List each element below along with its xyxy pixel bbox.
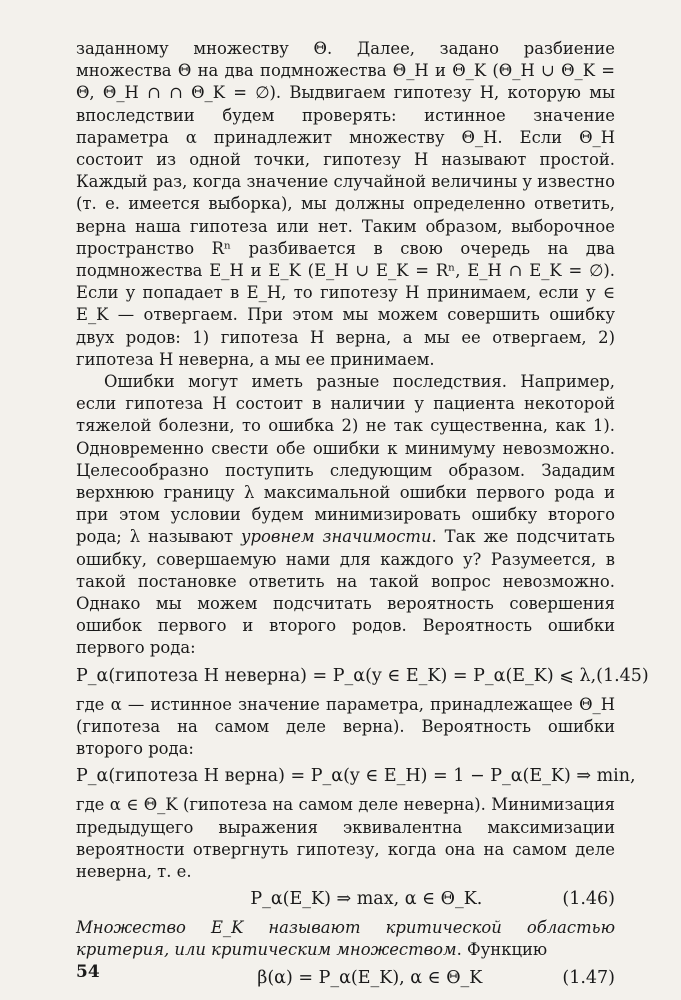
equation-1-45: [76, 664, 649, 688]
page-number: 54: [76, 962, 100, 982]
term-significance-level: уровнем значимости: [241, 527, 432, 547]
equation-1-47: [76, 966, 615, 990]
equation-min: [76, 764, 636, 788]
paragraph-2-text-b: . Так же подсчитать ошибку, совершаемую нами для каждого y? Разумеется, в такой постановке ответить на такой вопрос невозможно. Однако мы можем подсчитать вероятность совершения ошибок первого и второго родов. Вероятность ошибки первого рода:: [76, 527, 615, 658]
equation-1-46: [76, 887, 615, 911]
paragraph-5-text-a: Множество E_K называют: [76, 918, 386, 938]
term-critical-region: критической областью критерия, или критическим множеством: [76, 918, 615, 960]
equation-1-45-body: P_α(гипотеза H неверна) = P_α(y ∈ E_K) = P_α(E_K) ⩽ λ,: [76, 665, 597, 686]
equation-1-45-number: (1.45): [596, 665, 649, 686]
paragraph-4: где α ∈ Θ_K (гипотеза на самом деле неверна). Минимизация предыдущего выражения эквивалентна максимизации вероятности отвергнуть гипотезу, когда она на самом деле неверна, т. е.: [76, 795, 615, 881]
equation-1-47-body: β(α) = P_α(E_K), α ∈ Θ_K: [257, 967, 483, 988]
paragraph-3: где α — истинное значение параметра, принадлежащее Θ_H (гипотеза на самом деле верна). Вероятность ошибки второго рода:: [76, 694, 615, 759]
paragraph-2-text-a: Ошибки могут иметь разные последствия. Например, если гипотеза H состоит в наличии у пациента некоторой тяжелой болезни, то ошибка 2) не так существенна, как 1). Одновременно свести обе ошибки к минимуму невозможно. Целесообразно поступить следующим образом. Зададим верхнюю границу λ максимальной ошибки первого рода и при этом условии будем минимизировать ошибку второго рода; λ называют: [76, 372, 615, 547]
equation-1-47-number: (1.47): [562, 967, 615, 988]
equation-1-46-number: (1.46): [562, 889, 615, 910]
paragraph-1: заданному множеству Θ. Далее, задано разбиение множества Θ на два подмножества Θ_H и Θ_K (Θ_H ∪ Θ_K = Θ, Θ_H ∩ ∩ Θ_K = ∅). Выдвигаем гипотезу H, которую мы впоследствии будем проверять: истинное значение параметра α принадлежит множеству Θ_H. Если Θ_H состоит из одной точки, гипотезу H называют простой. Каждый раз, когда значение случайной величины y известно (т. е. имеется выборка), мы должны определенно ответить, верна наша гипотеза или нет. Таким образом, выборочное пространство Rⁿ разбивается в свою очередь на два подмножества E_H и E_K (E_H ∪ E_K = Rⁿ, E_H ∩ E_K = ∅). Если y попадает в E_H, то гипотезу H принимаем, если y ∈ E_K — отвергаем. При этом мы можем совершить ошибку двух родов: 1) гипотеза H верна, а мы ее отвергаем, 2) гипотеза H неверна, а мы ее принимаем.: [76, 39, 615, 369]
equation-min-body: P_α(гипотеза H верна) = P_α(y ∈ E_H) = 1 − P_α(E_K) ⇒ min,: [76, 766, 636, 787]
paragraph-2: [76, 371, 615, 660]
paragraph-5-text-b: . Функцию: [456, 940, 548, 960]
equation-1-46-body: P_α(E_K) ⇒ max, α ∈ Θ_K.: [250, 889, 483, 910]
paragraph-5: [76, 917, 615, 961]
